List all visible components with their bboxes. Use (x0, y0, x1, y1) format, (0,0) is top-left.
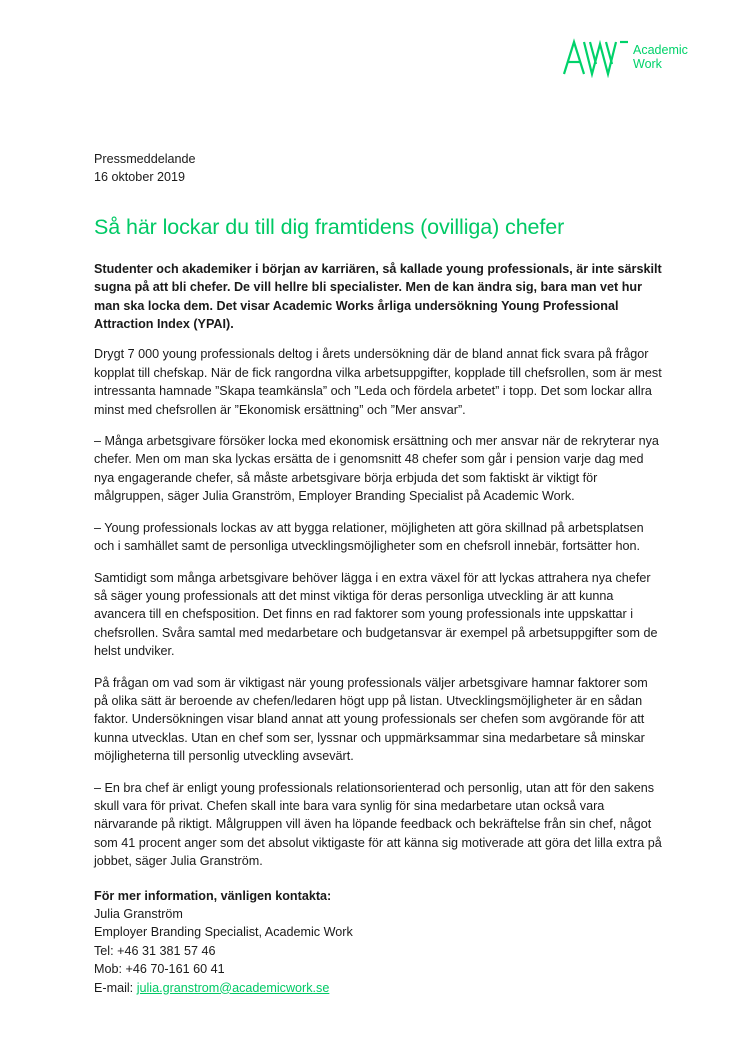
logo-text-line1: Academic (633, 43, 688, 57)
contact-email-link[interactable]: julia.granstrom@academicwork.se (136, 980, 330, 995)
document-type: Pressmeddelande (94, 152, 196, 166)
body-paragraph-3: – Young professionals lockas av att bygga relationer, möjligheten att göra skillnad på arbetsplatsen och i samhället samt de personliga utvecklingsmöjligheter som en chefsroll innebär, fortsätter hon. (94, 520, 644, 554)
body-paragraph-1: Drygt 7 000 young professionals deltog i årets undersökning där de bland annat fick svara på frågor kopplat till chefskap. När de fick rangordna vilka arbetsuppgifter, kopplade till chefsrollen, som är mest intressanta hamnade ”Skapa teamkänsla” och ”Leda och fördela arbetet” i topp. Det som lockar allra minst med chefsrollen är ”Ekonomisk ersättning” och ”Mer ansvar”. (94, 347, 662, 417)
contact-email-label: E-mail: (94, 980, 137, 995)
body-paragraph-4: Samtidigt som många arbetsgivare behöver lägga i en extra växel för att lyckas attrahera nya chefer så säger young professionals att det minst viktiga för deras personliga utveckling är att kunna avancera till en chefsposition. Det finns en rad faktorer som young professionals inte uppskattar i chefsrollen. Svåra samtal med medarbetare och budgetansvar är exempel på arbetsuppgifter som de helst undviker. (94, 570, 658, 659)
contact-email-line (94, 979, 664, 997)
contact-tel: Tel: +46 31 381 57 46 (94, 943, 216, 958)
contact-name: Julia Granström (94, 907, 183, 921)
contact-block (94, 887, 664, 997)
aw-logo-mark-icon (562, 38, 630, 78)
body-paragraph-2: – Många arbetsgivare försöker locka med ekonomisk ersättning och mer ansvar när de rekryterar nya chefer. Men om man ska lyckas ersätta de i genomsnitt 48 chefer som går i pension varje dag med nya engagerande chefer, så måste arbetsgivare börja erbjuda det som faktiskt är viktigt för målgruppen, säger Julia Granström, Employer Branding Specialist på Academic Work. (94, 434, 659, 504)
document-date: 16 oktober 2019 (94, 170, 186, 185)
contact-heading: För mer information, vänligen kontakta: (94, 888, 332, 903)
lead-paragraph: Studenter och akademiker i början av karriären, så kallade young professionals, är inte särskilt sugna på att bli chefer. De vill hellre bli specialister. Men de kan ändra sig, bara man vet hur man ska locka dem. Det visar Academic Works årliga undersökning Young Professional Attraction Index (YPAI). (94, 261, 662, 332)
logo-text-line2: Work (633, 57, 662, 71)
logo-wordmark (633, 43, 688, 71)
body-paragraph-5: På frågan om vad som är viktigast när young professionals väljer arbetsgivare hamnar faktorer som på olika sätt är beroende av chefen/ledaren högt upp på listan. Utvecklingsmöjligheter är en sådan faktor. Undersökningen visar bland annat att young professionals ser chefen som avgörande för att kunna utvecklas. Utan en chef som ser, lyssnar och uppmärksammar sina medarbetare så minskar möjligheterna till personlig utveckling avsevärt. (94, 675, 648, 764)
document-meta (94, 150, 664, 187)
press-release-body (94, 150, 664, 997)
body-paragraph-6: – En bra chef är enligt young professionals relationsorienterad och personlig, utan att för den sakens skull vara för privat. Chefen skall inte bara vara synlig för sina medarbetare utan också vara närvarande på riktigt. Målgruppen vill även ha löpande feedback och bekräftelse från sin chef, något som 41 procent anger som det absolut viktigaste för att känna sig motiverade att göra det lilla extra på jobbet, säger Julia Granström. (94, 780, 662, 869)
contact-role: Employer Branding Specialist, Academic Work (94, 925, 353, 940)
academic-work-logo (562, 38, 694, 78)
contact-mob: Mob: +46 70-161 60 41 (94, 962, 225, 977)
page-title: Så här lockar du till dig framtidens (ovilliga) chefer (94, 214, 565, 239)
